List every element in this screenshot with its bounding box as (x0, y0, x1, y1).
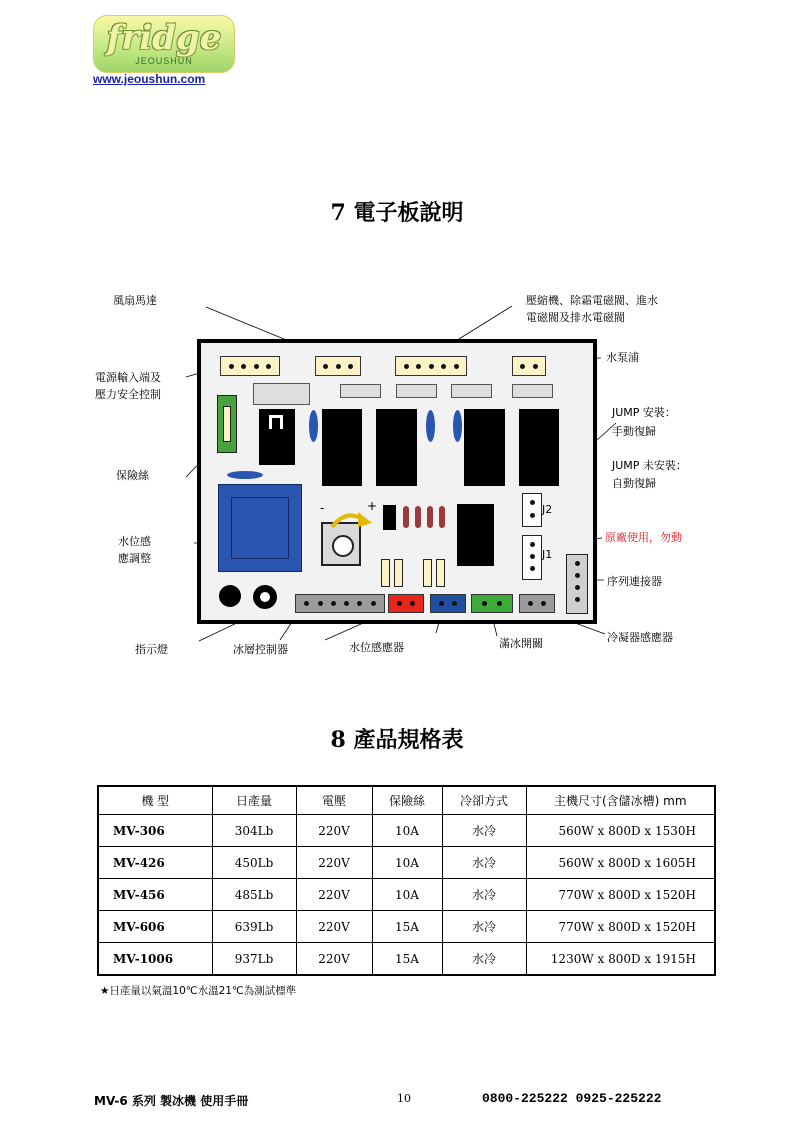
component-block (253, 383, 310, 405)
logo-wordmark: fridge (106, 18, 222, 58)
rotate-arrow-icon (328, 509, 378, 531)
resistor (403, 506, 409, 528)
pin-header (436, 559, 445, 587)
cell-cooling: 水冷 (442, 943, 526, 976)
fuse (217, 395, 237, 453)
cell-dimensions: 770W x 800D x 1520H (526, 879, 715, 911)
cell-cooling: 水冷 (442, 815, 526, 847)
col-header-daily-output: 日產量 (212, 786, 296, 815)
page-number: 10 (397, 1092, 411, 1105)
ice-thickness-connector (295, 594, 385, 613)
cell-cooling: 水冷 (442, 879, 526, 911)
col-header-model: 機 型 (98, 786, 212, 815)
cell-fuse: 15A (372, 943, 442, 976)
cell-dimensions: 1230W x 800D x 1915H (526, 943, 715, 976)
jumper-j2 (522, 493, 542, 527)
capacitor (426, 410, 435, 442)
water-sensor-connector-red (388, 594, 424, 613)
label-water-pump: 水泵浦 (606, 351, 639, 364)
component-block (340, 384, 381, 398)
logo-subtext: JEOUSHUN (135, 56, 193, 66)
water-sensor-connector-blue (430, 594, 466, 613)
jumper-j1 (522, 535, 542, 580)
pot-plus-label: + (367, 499, 378, 513)
j2-label: J2 (542, 503, 553, 516)
relay (322, 409, 362, 486)
cell-fuse: 15A (372, 911, 442, 943)
relay (464, 409, 505, 486)
cell-model: MV-606 (98, 911, 212, 943)
cell-voltage: 220V (296, 847, 372, 879)
cell-output: 639Lb (212, 911, 296, 943)
label-manual-reset: 手動復歸 (612, 425, 656, 438)
resistor (427, 506, 433, 528)
section-7-title: 7 電子板說明 (330, 200, 464, 226)
transformer (218, 484, 302, 572)
label-auto-reset: 自動復歸 (612, 477, 656, 490)
website-link[interactable]: www.jeoushun.com (93, 72, 206, 86)
capacitor (309, 410, 318, 442)
ic-chip (457, 504, 494, 566)
indicator-led (219, 585, 241, 607)
cell-model: MV-456 (98, 879, 212, 911)
label-water-level-adjust: 水位感 (118, 535, 151, 548)
col-header-voltage: 電壓 (296, 786, 372, 815)
compressor-connector (395, 356, 467, 376)
col-header-dimensions: 主機尺寸(含儲冰槽) mm (526, 786, 715, 815)
label-jump-not-installed: JUMP 未安裝： (612, 459, 687, 472)
pin-header (381, 559, 390, 587)
cell-output: 937Lb (212, 943, 296, 976)
table-row (98, 911, 715, 943)
label-factory-use: 原廠使用，勿動 (605, 531, 682, 544)
table-row (98, 815, 715, 847)
cell-fuse: 10A (372, 847, 442, 879)
cell-model: MV-306 (98, 815, 212, 847)
control-board (197, 339, 597, 624)
label-fan-motor: 風扇馬達 (113, 294, 157, 307)
cell-dimensions: 560W x 800D x 1530H (526, 815, 715, 847)
label-compressor: 壓縮機、除霜電磁閥、進水 (526, 294, 658, 307)
cell-fuse: 10A (372, 815, 442, 847)
table-header-row (98, 786, 715, 815)
label-fuse: 保險絲 (116, 469, 149, 482)
col-header-fuse: 保險絲 (372, 786, 442, 815)
pin-header (394, 559, 403, 587)
cell-output: 304Lb (212, 815, 296, 847)
cell-voltage: 220V (296, 911, 372, 943)
cell-fuse: 10A (372, 879, 442, 911)
cell-dimensions: 560W x 800D x 1605H (526, 847, 715, 879)
label-power-input-line2: 壓力安全控制 (95, 388, 161, 401)
spec-table (97, 785, 716, 976)
label-compressor-line2: 電磁閥及排水電磁閥 (526, 311, 625, 324)
cell-cooling: 水冷 (442, 911, 526, 943)
label-indicator: 指示燈 (135, 643, 168, 656)
cell-output: 450Lb (212, 847, 296, 879)
pot-minus-label: - (320, 501, 325, 515)
component-block (396, 384, 437, 398)
component-block (512, 384, 553, 398)
pin-header (423, 559, 432, 587)
full-ice-switch-connector (471, 594, 513, 613)
label-water-level-adjust-line2: 應調整 (118, 552, 151, 565)
table-row (98, 943, 715, 976)
footer-phone-numbers: 0800-225222 0925-225222 (482, 1091, 662, 1106)
footer-manual-title: MV-6 系列 製冰機 使用手冊 (94, 1094, 249, 1108)
power-input-connector (220, 356, 280, 376)
label-jump-installed: JUMP 安裝： (612, 406, 676, 419)
water-pump-connector (512, 356, 546, 376)
fan-motor-connector (315, 356, 361, 376)
indicator-led-ring (253, 585, 277, 609)
cell-dimensions: 770W x 800D x 1520H (526, 911, 715, 943)
table-footnote: ★日產量以氣溫10℃水溫21℃為測試標準 (100, 985, 297, 997)
label-serial-connector: 序列連接器 (607, 575, 662, 588)
capacitor (227, 471, 263, 479)
cell-cooling: 水冷 (442, 847, 526, 879)
cell-model: MV-426 (98, 847, 212, 879)
relay (376, 409, 417, 486)
col-header-cooling: 冷卻方式 (442, 786, 526, 815)
resistor (439, 506, 445, 528)
cell-output: 485Lb (212, 879, 296, 911)
regulator-chip (259, 409, 295, 465)
table-row (98, 879, 715, 911)
label-full-ice-switch: 滿冰開關 (499, 637, 543, 650)
small-chip (383, 505, 396, 530)
relay (519, 409, 559, 486)
label-ice-thickness: 冰層控制器 (233, 643, 288, 656)
cell-voltage: 220V (296, 815, 372, 847)
label-condenser-sensor: 冷凝器感應器 (607, 631, 673, 644)
capacitor (453, 410, 462, 442)
component-block (451, 384, 492, 398)
condenser-sensor-connector (519, 594, 555, 613)
label-power-input: 電源輸入端及 (95, 371, 161, 384)
section-8-title: 8 產品規格表 (330, 727, 464, 753)
j1-label: J1 (542, 548, 553, 561)
serial-connector (566, 554, 588, 614)
cell-model: MV-1006 (98, 943, 212, 976)
cell-voltage: 220V (296, 943, 372, 976)
cell-voltage: 220V (296, 879, 372, 911)
table-row (98, 847, 715, 879)
label-water-sensor: 水位感應器 (349, 641, 404, 654)
resistor (415, 506, 421, 528)
